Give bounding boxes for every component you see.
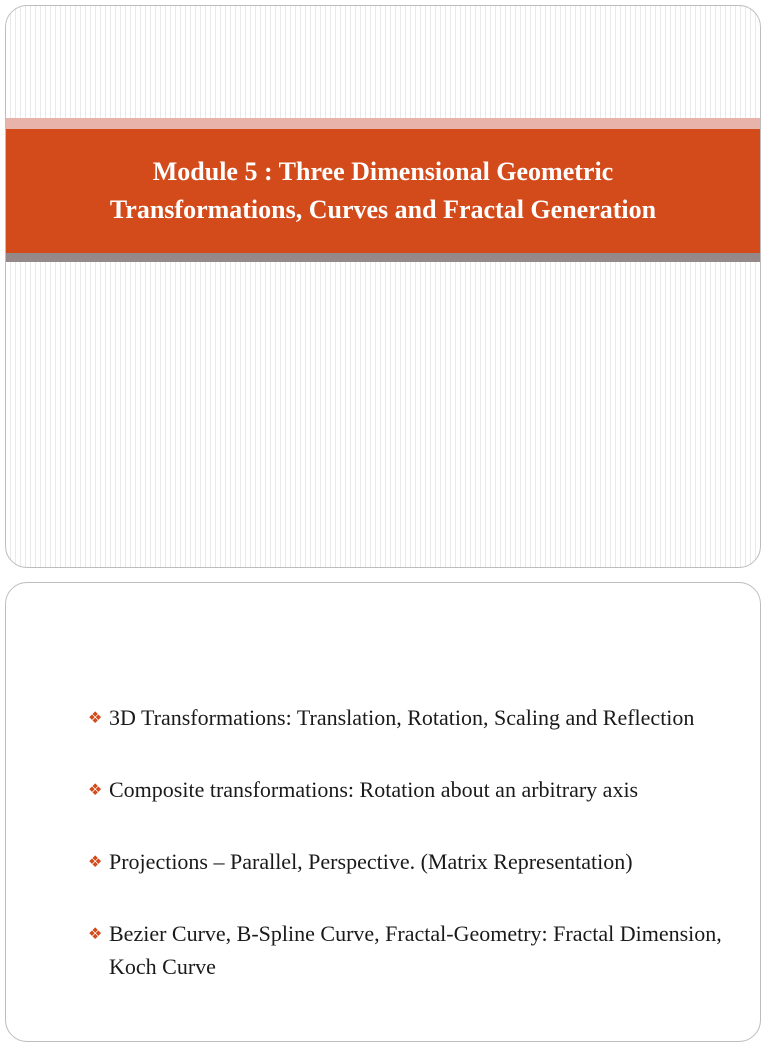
bullet-item <box>88 845 728 878</box>
diamond-bullet-icon: ❖ <box>88 852 103 871</box>
slide-title-line-2: Transformations, Curves and Fractal Generation <box>109 195 657 224</box>
diamond-bullet-icon: ❖ <box>88 780 103 799</box>
slide-title-line-1: Module 5 : Three Dimensional Geometric <box>152 157 614 186</box>
bullet-item <box>88 773 728 806</box>
bullet-text: Bezier Curve, B-Spline Curve, Fractal-Geometry: Fractal Dimension, Koch Curve <box>109 921 722 979</box>
bullet-list <box>88 701 728 1022</box>
bullet-text: Projections – Parallel, Perspective. (Matrix Representation) <box>109 849 633 874</box>
title-band-top-stripe <box>6 118 760 129</box>
bullet-item <box>88 701 728 734</box>
content-slide <box>5 582 761 1042</box>
diamond-bullet-icon: ❖ <box>88 924 103 943</box>
title-band <box>6 129 760 253</box>
slide-title <box>90 153 676 229</box>
title-band-bottom-stripe <box>6 253 760 262</box>
bullet-text: 3D Transformations: Translation, Rotation, Scaling and Reflection <box>109 705 695 730</box>
title-slide <box>5 5 761 568</box>
bullet-text: Composite transformations: Rotation about an arbitrary axis <box>109 777 639 802</box>
diamond-bullet-icon: ❖ <box>88 708 103 727</box>
bullet-item <box>88 917 728 983</box>
